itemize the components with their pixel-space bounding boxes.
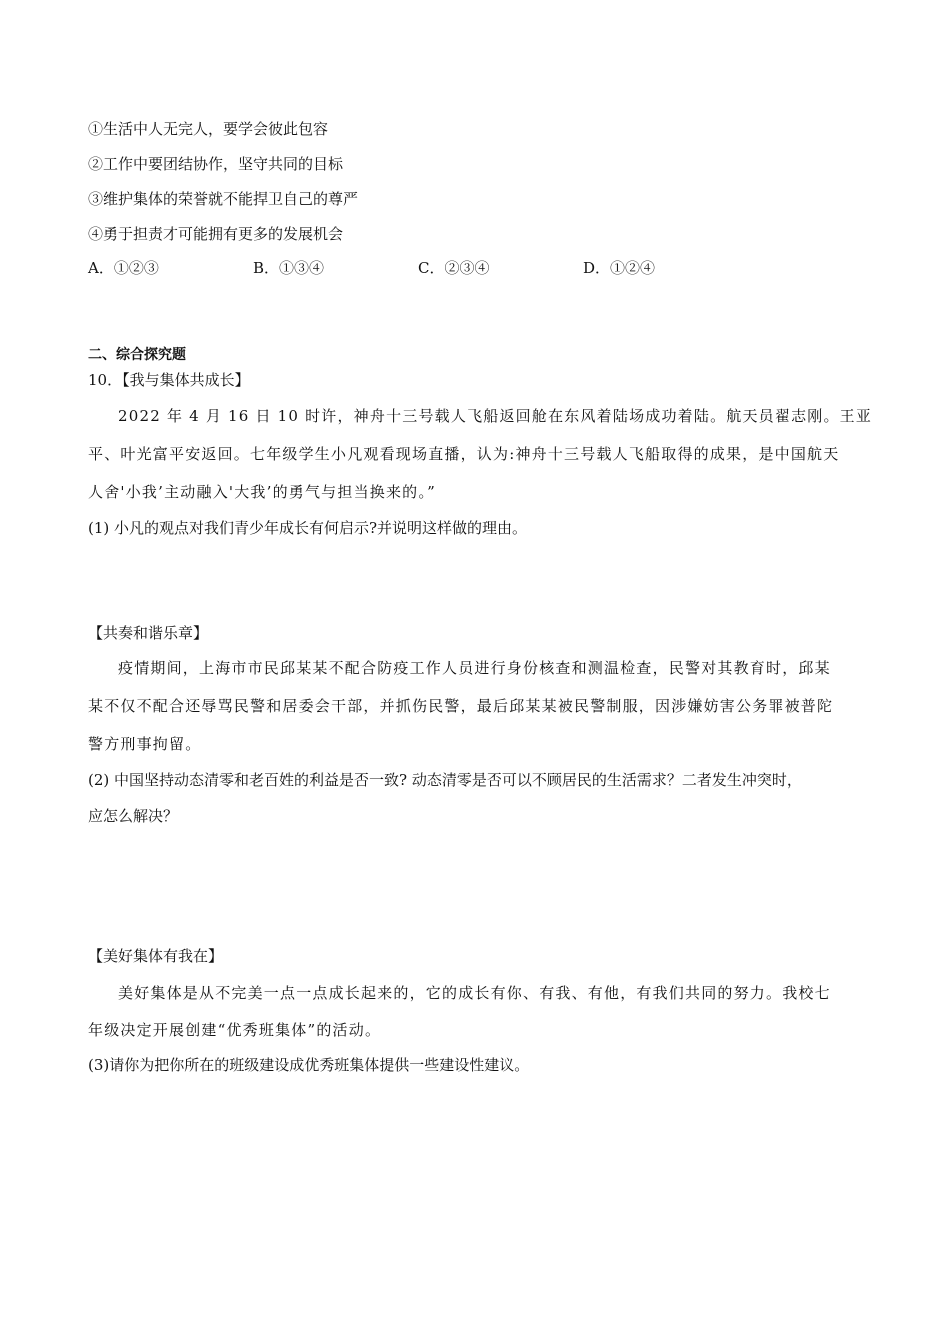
part-2-heading: 【共奏和谐乐章】 — [88, 624, 209, 642]
prompt-3: (3)请你为把你所在的班级建设成优秀班集体提供一些建设性建议。 — [88, 1056, 530, 1074]
material-3-line-2: 年级决定开展创建“优秀班集体”的活动。 — [88, 1021, 382, 1039]
prompt-2-line-2: 应怎么解决？ — [88, 807, 179, 825]
section-title: 二、综合探究题 — [88, 347, 186, 363]
material-3-line-1: 美好集体是从不完美一点一点成长起来的，它的成长有你、有我、有他，有我们共同的努力。我校七 — [118, 984, 831, 1002]
material-2-line-3: 警方刑事拘留。 — [88, 735, 202, 753]
prompt-2-line-1: (2) 中国坚持动态清零和老百姓的利益是否一致? 动态清零是否可以不顾居民的生活需求？二者发生冲突时， — [88, 771, 802, 789]
material-1-line-3: 人舍'小我’主动融入'大我’的勇气与担当换来的。” — [88, 483, 436, 501]
choice-a: A．①②③ — [88, 259, 159, 277]
statement-3: ③维护集体的荣誉就不能捍卫自己的尊严 — [88, 190, 359, 208]
choice-c: C．②③④ — [418, 259, 490, 277]
choice-b: B．①③④ — [253, 259, 325, 277]
material-1-line-1: 2022 年 4 月 16 日 10 时许，神舟十三号载人飞船返回舱在东风着陆场成功着陆。航天员翟志刚。王亚 — [118, 407, 873, 425]
choice-d: D．①②④ — [583, 259, 656, 277]
part-3-heading: 【美好集体有我在】 — [88, 947, 224, 965]
statement-2: ②工作中要团结协作，坚守共同的目标 — [88, 155, 344, 173]
material-2-line-1: 疫情期间，上海市市民邱某某不配合防疫工作人员进行身份核查和测温检查，民警对其教育时，邱某 — [118, 659, 831, 677]
question-10-title: 10．【我与集体共成长】 — [88, 371, 250, 389]
material-1-line-2: 平、叶光富平安返回。七年级学生小凡观看现场直播，认为:神舟十三号载人飞船取得的成果，是中国航天 — [88, 445, 840, 463]
prompt-1: (1) 小凡的观点对我们青少年成长有何启示?并说明这样做的理由。 — [88, 519, 528, 537]
material-2-line-2: 某不仅不配合还辱骂民警和居委会干部，并抓伤民警，最后邱某某被民警制服，因涉嫌妨害公务罪被普陀 — [88, 697, 834, 715]
statement-4: ④勇于担责才可能拥有更多的发展机会 — [88, 225, 344, 243]
statement-1: ①生活中人无完人，要学会彼此包容 — [88, 120, 329, 138]
